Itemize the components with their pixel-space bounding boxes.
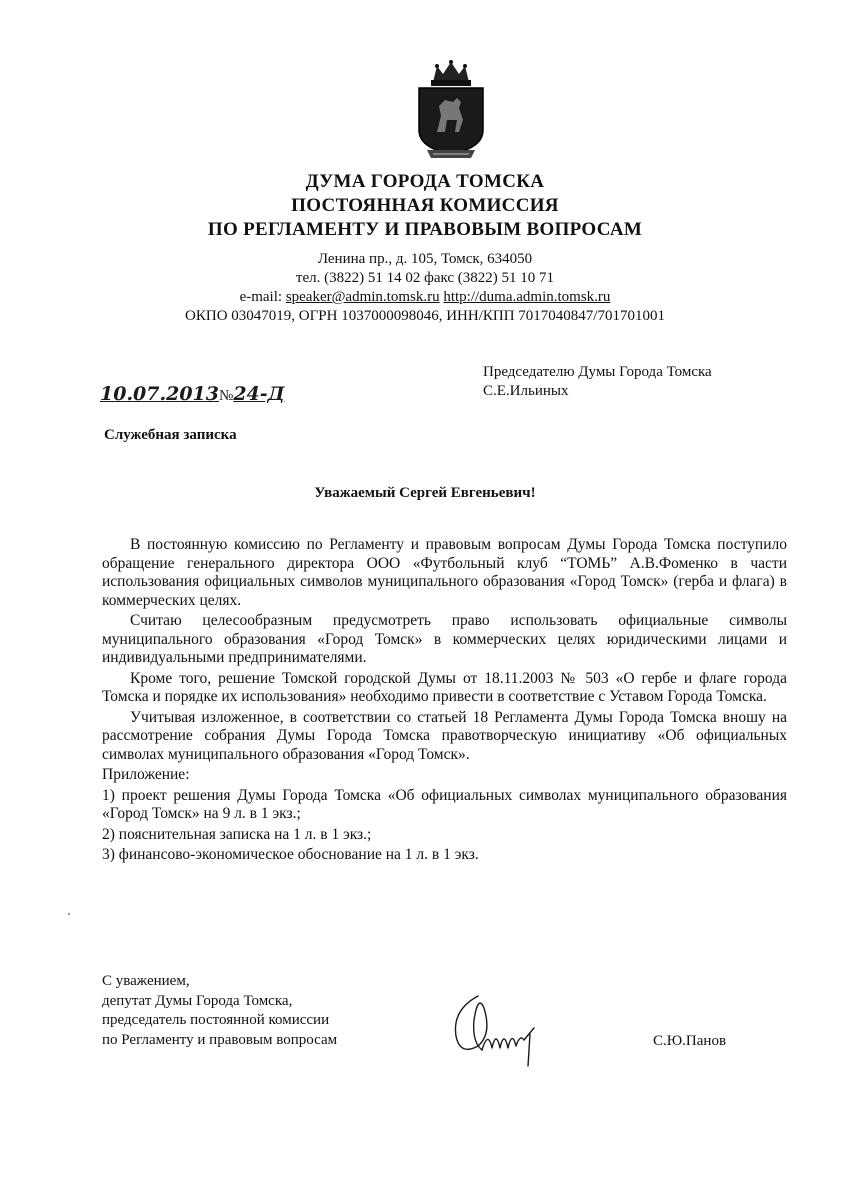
number-sign: № xyxy=(219,388,234,404)
signature-icon xyxy=(448,990,548,1072)
registration-date: 10.07.2013 xyxy=(100,383,219,405)
recipient-block xyxy=(483,363,783,401)
phone-fax: тел. (3822) 51 14 02 факс (3822) 51 10 71 xyxy=(295,270,555,286)
registry-codes: ОКПО 03047019, ОГРН 1037000098046, ИНН/КПП 7017040847/701701001 xyxy=(185,308,665,324)
scan-dot xyxy=(68,913,70,915)
signer-name: С.Ю.Панов xyxy=(653,1033,727,1049)
closing-block xyxy=(102,972,337,1050)
attachment-item: 1) проект решения Думы Города Томска «Об официальных символах муниципального образования «Город Томск» на 9 л. в 1 экз.; xyxy=(102,786,787,822)
document-type: Служебная записка xyxy=(104,427,237,443)
coat-of-arms-icon xyxy=(413,60,489,160)
org-title-line3: ПО РЕГЛАМЕНТУ И ПРАВОВЫМ ВОПРОСАМ xyxy=(207,219,643,240)
email-link[interactable]: speaker@admin.tomsk.ru xyxy=(285,289,440,305)
recipient-name: С.Е.Ильиных xyxy=(483,383,569,399)
salutation: Уважаемый Сергей Евгеньевич! xyxy=(314,485,536,501)
email-label: e-mail: xyxy=(239,289,286,305)
paragraph-4: Учитывая изложенное, в соответствии со статьей 18 Регламента Думы Города Томска вношу на рассмотрение собрания Думы Города Томска правотворческую инициативу «Об официальных символах муниципального образования «Город Томск». xyxy=(102,708,787,763)
closing-position-3: по Регламенту и правовым вопросам xyxy=(102,1031,338,1048)
paragraph-3: Кроме того, решение Томской городской Думы от 18.11.2003 № 503 «О гербе и флаге города Томска и порядке их использования» необходимо привести в соответствие с Уставом Города Томска. xyxy=(102,669,787,705)
attachments-label: Приложение: xyxy=(102,766,190,783)
paragraph-2: Считаю целесообразным предусмотреть право использовать официальные символы муниципального образования «Город Томск» в коммерческих целях юридическими лицами и индивидуальными предпринимателями. xyxy=(102,612,787,666)
registration-number xyxy=(100,383,285,405)
letter-body xyxy=(102,536,787,867)
email-line xyxy=(100,288,750,307)
recipient-title: Председателю Думы Города Томска xyxy=(483,364,712,380)
address: Ленина пр., д. 105, Томск, 634050 xyxy=(317,251,533,267)
attachment-item: 3) финансово-экономическое обоснование на 1 л. в 1 экз. xyxy=(102,846,479,863)
closing-position-2: председатель постоянной комиссии xyxy=(102,1012,330,1028)
org-title-line1: ДУМА ГОРОДА ТОМСКА xyxy=(305,171,545,192)
org-title-line2: ПОСТОЯННАЯ КОМИССИЯ xyxy=(291,195,559,216)
closing-position-1: депутат Думы Города Томска, xyxy=(102,992,293,1009)
website-link[interactable]: http://duma.admin.tomsk.ru xyxy=(443,289,611,305)
registration-code: 24-Д xyxy=(233,383,285,405)
closing-regards: С уважением, xyxy=(102,973,190,989)
attachment-item: 2) пояснительная записка на 1 л. в 1 экз.; xyxy=(102,825,372,843)
paragraph-1: В постоянную комиссию по Регламенту и правовым вопросам Думы Города Томска поступило обращение генерального директора ООО «Футбольный клуб “ТОМЬ” А.В.Фоменко в части использования официальных символов муниципального образования «Город Томск» (герба и флага) в коммерческих целях. xyxy=(102,536,787,609)
